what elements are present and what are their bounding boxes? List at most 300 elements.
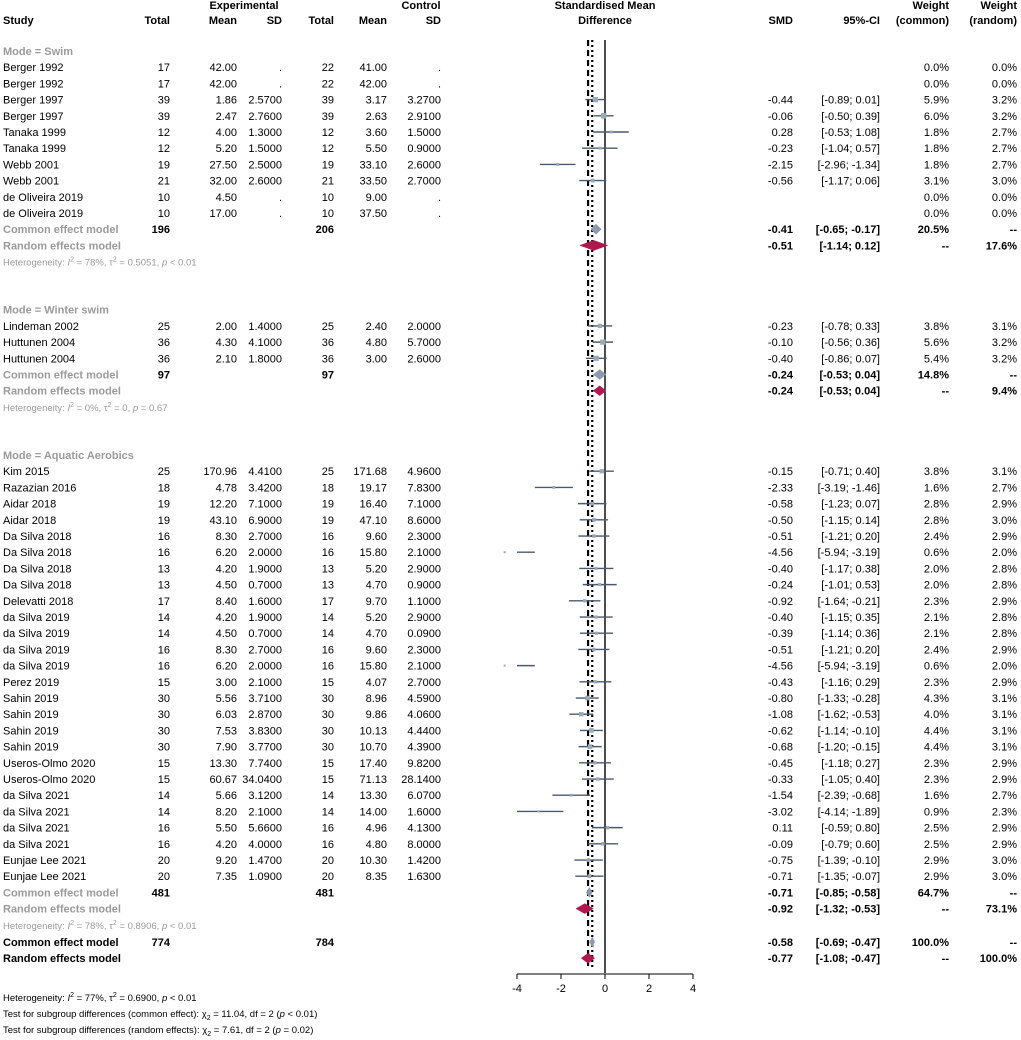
study-square [589,728,594,733]
study-name: Useros-Olmo 2020 [3,774,96,787]
smd-value: -0.92 [767,595,793,608]
study-name: da Silva 2019 [3,660,70,673]
weight-common: 2.3% [923,595,949,608]
exp-sd: 1.0900 [248,871,282,884]
weight-common: 5.6% [923,337,949,350]
ctrl-total: 22 [321,78,334,91]
exp-mean: 5.20 [215,143,237,156]
header-emean: Mean [208,15,237,27]
smd-value: -4.56 [767,660,793,673]
ci-pooled: [-0.53; 0.04] [819,369,880,382]
ctrl-sd: 28.1400 [401,774,441,787]
exp-sd: 1.6000 [248,595,282,608]
weight-random: 0.0% [991,191,1017,204]
exp-mean: 170.96 [203,466,237,479]
heterogeneity-part: Heterogeneity: [3,920,68,932]
study-square [588,744,593,749]
weight-random-pooled: -- [1009,369,1017,382]
exp-total-sum: 97 [157,369,170,382]
weight-random: 2.9% [991,838,1017,851]
ctrl-sd: 1.5000 [407,127,441,139]
header-ctot: Total [308,15,334,27]
ctrl-total: 25 [321,320,334,333]
weight-random: 0.0% [991,208,1017,220]
study-name: Aidar 2018 [3,498,57,511]
study-name: Perez 2019 [3,676,60,689]
header-esd: SD [266,15,282,27]
study-square [601,842,604,845]
exp-sd: . [278,208,282,220]
weight-random: 3.0% [991,855,1017,868]
weight-random: 2.9% [991,644,1017,657]
smd-pooled: -0.58 [767,937,793,949]
exp-sd: 1.4700 [248,855,282,868]
weight-common: 6.0% [923,110,949,123]
ctrl-mean: 19.17 [359,482,387,495]
exp-mean: 4.50 [215,628,237,641]
weight-random: 2.9% [991,498,1017,511]
weight-common-pooled: 64.7% [917,887,949,900]
x-axis-tick-label: -2 [556,983,566,995]
weight-random: 2.7% [991,159,1017,172]
study-name: Webb 2001 [3,159,60,172]
ctrl-total: 25 [321,466,334,479]
exp-total: 36 [157,337,170,350]
header-smd: SMD [768,15,793,27]
exp-total: 10 [157,191,170,204]
study-name: Huttunen 2004 [3,337,76,350]
ci-value: [-1.23; 0.07] [821,498,880,511]
weight-common: 2.0% [923,563,949,576]
footer-subgroup-test-random-part: Test for subgroup differences (random effects): χ [3,1025,208,1036]
ctrl-sd: 0.9000 [407,579,441,592]
weight-common: 2.1% [923,612,949,625]
weight-random: 3.1% [991,693,1017,706]
exp-total: 19 [157,514,170,527]
header-weight-random-1: Weight [980,0,1017,12]
smd-value: 0.28 [771,127,793,139]
common-effect-label: Common effect model [3,224,119,237]
ci-value: [-2.39; -0.68] [817,790,880,803]
study-name: Kim 2015 [3,466,50,479]
exp-total: 30 [157,709,170,722]
ctrl-sd: 5.7000 [407,337,441,350]
exp-mean: 1.86 [215,94,237,107]
exp-total: 20 [157,871,170,884]
ctrl-sd: 4.3900 [407,741,441,754]
weight-random: 2.0% [991,547,1017,560]
exp-sd: 2.5700 [248,94,282,107]
study-name: Webb 2001 [3,175,60,188]
ctrl-sd: 2.9100 [407,110,441,123]
ctrl-total: 14 [321,612,334,625]
exp-sd: 2.0000 [248,547,282,560]
exp-total: 12 [157,127,170,139]
ctrl-mean: 33.10 [359,159,387,172]
smd-pooled: -0.71 [767,887,793,900]
study-name: Eunjae Lee 2021 [3,871,87,884]
ctrl-total: 16 [321,644,334,657]
study-name: da Silva 2019 [3,612,70,625]
ctrl-total: 30 [321,709,334,722]
weight-common: 0.0% [923,78,949,91]
study-square [595,567,598,570]
exp-total: 16 [157,660,170,673]
exp-sd: 2.1000 [248,806,282,819]
heterogeneity-part: = 0.67 [138,402,168,414]
study-name: da Silva 2019 [3,644,70,657]
exp-sd: 4.0000 [248,838,282,851]
ctrl-sd: 2.3000 [407,531,441,544]
exp-mean: 4.20 [215,563,237,576]
weight-common: 3.8% [923,320,949,333]
ctrl-sd: 0.9000 [407,143,441,156]
study-square [606,826,609,829]
weight-common-pooled: 14.8% [917,369,949,382]
exp-sd: 1.8000 [248,353,282,366]
ctrl-mean: 2.40 [365,320,387,333]
ci-pooled: [-1.14; 0.12] [819,240,880,253]
exp-total: 15 [157,757,170,770]
smd-value: -1.08 [767,709,793,722]
study-square [538,810,540,812]
exp-total: 25 [157,466,170,479]
weight-common: 4.4% [923,725,949,738]
ci-value: [-1.62; -0.53] [817,709,880,722]
footer-heterogeneity-part: = 0.6900, [116,993,162,1004]
ctrl-mean: 8.35 [365,871,387,884]
exp-sd: 3.7100 [248,693,282,706]
study-square [598,324,602,328]
study-name: da Silva 2019 [3,628,70,641]
smd-value: -4.56 [767,547,793,560]
header-cmean: Mean [358,15,387,27]
weight-random: 3.1% [991,741,1017,754]
weight-common: 4.0% [923,709,949,722]
ctrl-mean: 5.20 [365,612,387,625]
exp-mean: 4.30 [215,337,237,350]
ctrl-total-sum: 206 [315,224,334,237]
ctrl-mean: 42.00 [359,78,387,91]
footer-subgroup-test-random [3,1025,313,1038]
ctrl-sd: 0.0900 [407,628,441,641]
weight-common: 0.9% [923,806,949,819]
study-square [591,179,595,183]
study-name: Aidar 2018 [3,514,57,527]
ctrl-total: 16 [321,838,334,851]
exp-mean: 7.90 [215,741,237,754]
smd-value: -0.50 [767,514,793,527]
weight-common: 2.4% [923,531,949,544]
heterogeneity-part: = 0%, τ [73,402,108,414]
smd-value: -0.10 [767,337,793,350]
weight-random-pooled: -- [1009,224,1017,237]
common-effect-label: Common effect model [3,887,119,900]
exp-mean: 4.78 [215,482,237,495]
ci-pooled: [-0.65; -0.17] [815,224,880,237]
exp-sd: 3.8300 [248,725,282,738]
ctrl-total: 19 [321,159,334,172]
exp-total: 30 [157,725,170,738]
exp-mean: 13.30 [209,757,237,770]
smd-value: -0.56 [767,175,793,188]
random-effects-label: Random effects model [3,953,121,966]
weight-random: 3.1% [991,709,1017,722]
exp-mean: 4.50 [215,191,237,204]
ctrl-total: 36 [321,337,334,350]
weight-random: 2.7% [991,127,1017,139]
ctrl-sd: 1.6000 [407,806,441,819]
weight-common: 1.8% [923,127,949,139]
ci-value: [-0.89; 0.01] [821,94,880,107]
study-square [592,648,595,651]
weight-common: 2.3% [923,676,949,689]
exp-sd: 7.1000 [248,498,282,511]
ci-pooled: [-0.69; -0.47] [815,937,880,949]
smd-value: -0.44 [767,94,793,107]
smd-value: -0.23 [767,320,793,333]
exp-mean: 27.50 [209,159,237,172]
smd-value: -0.80 [767,693,793,706]
exp-mean: 12.20 [209,498,237,511]
weight-random-pooled: 73.1% [985,903,1017,916]
ci-value: [-1.14; 0.36] [821,628,880,641]
exp-total: 39 [157,94,170,107]
weight-common: 5.4% [923,353,949,366]
ctrl-total: 15 [321,676,334,689]
ctrl-mean: 15.80 [359,547,387,560]
heterogeneity-part: p [132,402,139,414]
footer-heterogeneity [3,992,197,1004]
ctrl-sd: 2.7000 [407,175,441,188]
exp-mean: 7.53 [215,725,237,738]
header-ci: 95%-CI [843,15,880,27]
heterogeneity-text [3,920,197,932]
smd-pooled: -0.77 [767,953,793,966]
exp-total: 19 [157,159,170,172]
ctrl-sd: 1.4200 [407,855,441,868]
ctrl-total: 15 [321,774,334,787]
weight-common: 3.8% [923,466,949,479]
exp-total: 20 [157,855,170,868]
ctrl-total: 20 [321,855,334,868]
weight-common-pooled: -- [941,240,949,253]
ci-value: [-1.39; -0.10] [817,855,880,868]
exp-sd: 3.4200 [248,482,282,495]
weight-common: 4.3% [923,693,949,706]
exp-sd: 2.8700 [248,709,282,722]
weight-random-pooled: -- [1009,887,1017,900]
smd-value: -0.71 [767,871,793,884]
exp-total: 17 [157,62,170,75]
ci-value: [-0.79; 0.60] [821,838,880,851]
exp-sd: 2.0000 [248,660,282,673]
smd-value: -3.02 [767,806,793,819]
study-name: Sahin 2019 [3,709,59,722]
exp-mean: 3.00 [215,676,237,689]
ctrl-mean: 4.70 [365,579,387,592]
exp-mean: 6.20 [215,660,237,673]
ci-value: [-0.56; 0.36] [821,337,880,350]
exp-total: 18 [157,482,170,495]
ci-pooled: [-1.32; -0.53] [815,903,880,916]
exp-mean: 4.00 [215,127,237,139]
weight-random: 2.7% [991,790,1017,803]
ctrl-mean: 3.60 [365,127,387,139]
weight-random: 3.2% [991,94,1017,107]
exp-sd: 2.7000 [248,644,282,657]
heterogeneity-part: = 78%, τ [73,257,113,269]
exp-sd: 1.3000 [248,127,282,139]
footer-heterogeneity-part: Heterogeneity: [3,993,68,1004]
weight-common: 2.8% [923,498,949,511]
ci-value: [-1.35; -0.07] [817,871,880,884]
smd-value: -0.15 [767,466,793,479]
ctrl-mean: 33.50 [359,175,387,188]
study-square [588,874,592,878]
ctrl-mean: 47.10 [359,514,387,527]
exp-mean: 17.00 [209,208,237,220]
ctrl-mean: 13.30 [359,790,387,803]
study-name: Sahin 2019 [3,725,59,738]
weight-random: 2.8% [991,563,1017,576]
heterogeneity-text [3,402,168,414]
study-name: Da Silva 2018 [3,531,72,544]
weight-random: 2.9% [991,822,1017,835]
ctrl-mean: 14.00 [359,806,387,819]
footer-subgroup-test-random-part: p [275,1025,281,1036]
ctrl-mean: 5.50 [365,143,387,156]
ci-value: [-1.33; -0.28] [817,693,880,706]
ctrl-sd: 1.6300 [407,871,441,884]
weight-common: 3.1% [923,175,949,188]
weight-common-pooled: 100.0% [911,937,949,949]
ctrl-total: 21 [321,175,334,188]
ctrl-total: 16 [321,547,334,560]
common-effect-diamond [593,370,606,380]
header-control: Control [401,0,441,12]
weight-common: 1.8% [923,143,949,156]
ctrl-sd: 8.6000 [407,514,441,527]
study-name: Da Silva 2018 [3,547,72,560]
heterogeneity-part: 2 [70,256,74,264]
smd-value: -1.54 [767,790,793,803]
heterogeneity-part: = 0.5051, [116,257,162,269]
ctrl-mean: 15.80 [359,660,387,673]
exp-total: 14 [157,806,170,819]
exp-sd: 2.7600 [248,110,282,123]
common-effect-label: Common effect model [3,369,119,382]
weight-random: 2.7% [991,143,1017,156]
exp-sd: 2.5000 [248,159,282,172]
header-etot: Total [144,15,170,27]
study-name: Sahin 2019 [3,693,59,706]
smd-pooled: -0.92 [767,903,793,916]
ci-value: [-1.14; -0.10] [817,725,880,738]
ctrl-total: 15 [321,757,334,770]
ctrl-total: 10 [321,208,334,220]
ci-value: [-1.21; 0.20] [821,531,880,544]
weight-random: 3.2% [991,353,1017,366]
ctrl-mean: 4.70 [365,628,387,641]
weight-random: 3.1% [991,725,1017,738]
heterogeneity-part: Heterogeneity: [3,257,68,269]
study-name: Berger 1997 [3,110,64,123]
weight-random: 2.7% [991,482,1017,495]
weight-random: 3.0% [991,871,1017,884]
exp-sd: 7.7400 [248,757,282,770]
weight-common: 2.3% [923,757,949,770]
ci-value: [-1.01; 0.53] [821,579,880,592]
ctrl-total: 14 [321,790,334,803]
weight-common: 0.6% [923,660,949,673]
exp-total: 16 [157,547,170,560]
ci-value: [-1.15; 0.14] [821,514,880,527]
smd-value: -0.24 [767,579,793,592]
study-name: Berger 1992 [3,62,64,75]
exp-sd: 5.6600 [248,822,282,835]
heterogeneity-part: I [67,402,71,414]
ci-value: [-1.16; 0.29] [821,676,880,689]
smd-value: -0.23 [767,143,793,156]
ci-value: [-0.71; 0.40] [821,466,880,479]
weight-random: 2.0% [991,660,1017,673]
ci-value: [-1.20; -0.15] [817,741,880,754]
heterogeneity-part: 2 [112,919,117,927]
ctrl-sd: . [437,78,441,91]
exp-sd: . [278,62,282,75]
exp-mean: 2.00 [215,320,237,333]
exp-total: 21 [157,175,170,188]
random-effects-diamond [580,240,608,250]
exp-total: 19 [157,498,170,511]
ci-value: [-1.15; 0.35] [821,612,880,625]
ctrl-total: 39 [321,94,334,107]
ctrl-sd: 2.1000 [407,660,441,673]
weight-common-pooled: -- [941,385,949,398]
weight-random-pooled: -- [1009,937,1017,949]
study-name: Berger 1997 [3,94,64,107]
random-effects-label: Random effects model [3,385,121,398]
exp-total-sum: 196 [151,224,170,237]
study-name: Tanaka 1999 [3,127,66,139]
study-name: Lindeman 2002 [3,320,79,333]
exp-mean: 6.03 [215,709,237,722]
exp-mean: 32.00 [209,175,237,188]
weight-random: 3.1% [991,320,1017,333]
ctrl-mean: 8.96 [365,693,387,706]
weight-common: 2.0% [923,579,949,592]
ctrl-total: 20 [321,871,334,884]
header-smd-title-2: Difference [578,15,632,27]
exp-mean: 9.20 [215,855,237,868]
ctrl-total: 16 [321,531,334,544]
smd-value: -2.33 [767,482,793,495]
ctrl-mean: 171.68 [353,466,387,479]
study-square [598,583,601,586]
smd-value: -0.75 [767,855,793,868]
ci-value: [-1.64; -0.21] [817,595,880,608]
ctrl-total: 12 [321,143,334,156]
exp-mean: 7.35 [215,871,237,884]
exp-sd: 4.1000 [248,337,282,350]
weight-common: 5.9% [923,94,949,107]
ctrl-sd: 2.1000 [407,547,441,560]
study-square [504,665,506,667]
exp-total: 13 [157,579,170,592]
heterogeneity-part: p [161,920,168,932]
heterogeneity-part: < 0.01 [167,920,197,932]
